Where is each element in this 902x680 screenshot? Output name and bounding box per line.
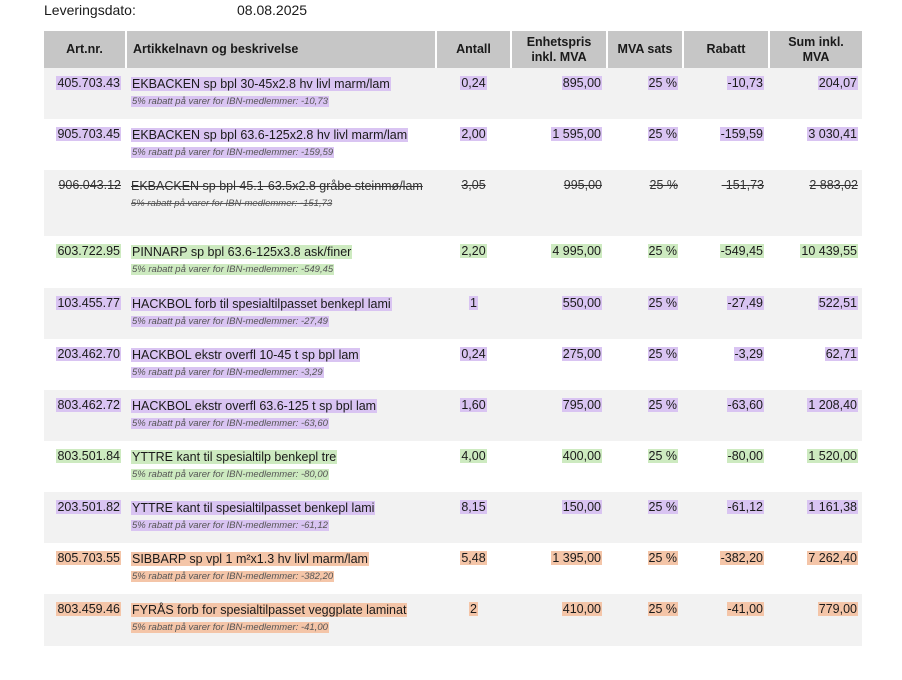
cell-art-nr-value: 203.462.70 bbox=[57, 347, 120, 361]
cell-vat-rate bbox=[607, 492, 683, 543]
cell-art-nr-value: 405.703.43 bbox=[57, 76, 120, 90]
cell-quantity bbox=[436, 594, 511, 646]
cell-art-nr bbox=[44, 594, 126, 646]
item-name: PINNARP sp bpl 63.6-125x3.8 ask/finer bbox=[132, 245, 352, 259]
table-header-row bbox=[44, 31, 862, 68]
cell-art-nr bbox=[44, 441, 126, 492]
cell-quantity bbox=[436, 236, 511, 288]
discount-note: 5% rabatt på varer for IBN-medlemmer: -3,29 bbox=[132, 367, 323, 378]
cell-description bbox=[126, 170, 436, 236]
cell-art-nr-value: 603.722.95 bbox=[57, 244, 120, 258]
discount-note: 5% rabatt på varer for IBN-medlemmer: -159,59 bbox=[132, 147, 334, 158]
cell-unit-price bbox=[511, 236, 607, 288]
cell-sum-value: 3 030,41 bbox=[808, 127, 857, 141]
item-name: FYRÅS forb for spesialtilpasset veggplate laminat bbox=[132, 603, 407, 617]
cell-discount bbox=[683, 441, 769, 492]
cell-quantity bbox=[436, 288, 511, 339]
cell-description bbox=[126, 68, 436, 119]
cell-discount bbox=[683, 339, 769, 390]
cell-art-nr bbox=[44, 236, 126, 288]
cell-discount bbox=[683, 170, 769, 236]
cell-unit-price-value: 995,00 bbox=[563, 178, 602, 192]
cell-vat-rate-value: 25 % bbox=[648, 127, 677, 141]
cell-art-nr bbox=[44, 390, 126, 441]
cell-quantity bbox=[436, 390, 511, 441]
cell-sum bbox=[769, 288, 862, 339]
cell-discount bbox=[683, 68, 769, 119]
cell-unit-price bbox=[511, 492, 607, 543]
cell-art-nr-value: 103.455.77 bbox=[57, 296, 120, 310]
cell-description bbox=[126, 390, 436, 441]
header-unit-price-line1: Enhetspris bbox=[526, 34, 592, 49]
cell-art-nr bbox=[44, 492, 126, 543]
header-article-name: Artikkelnavn og beskrivelse bbox=[126, 31, 436, 68]
table-row bbox=[44, 170, 862, 236]
cell-quantity-value: 2 bbox=[470, 602, 477, 616]
cell-vat-rate bbox=[607, 339, 683, 390]
cell-sum-value: 62,71 bbox=[825, 347, 857, 361]
discount-note: 5% rabatt på varer for IBN-medlemmer: -63,60 bbox=[132, 418, 328, 429]
cell-sum-value: 1 161,38 bbox=[808, 500, 857, 514]
cell-vat-rate bbox=[607, 390, 683, 441]
cell-art-nr-value: 803.462.72 bbox=[57, 398, 120, 412]
cell-unit-price-value: 550,00 bbox=[562, 296, 601, 310]
cell-unit-price bbox=[511, 543, 607, 594]
item-name: HACKBOL ekstr overfl 63.6-125 t sp bpl lam bbox=[132, 399, 377, 413]
item-name: YTTRE kant til spesialtilpasset benkepl lami bbox=[132, 501, 375, 515]
cell-vat-rate-value: 25 % bbox=[648, 398, 677, 412]
cell-vat-rate-value: 25 % bbox=[648, 244, 677, 258]
cell-unit-price bbox=[511, 288, 607, 339]
table-row bbox=[44, 68, 862, 119]
table-row bbox=[44, 543, 862, 594]
cell-vat-rate-value: 25 % bbox=[648, 296, 677, 310]
cell-sum bbox=[769, 119, 862, 170]
header-vat-rate: MVA sats bbox=[607, 31, 683, 68]
cell-discount bbox=[683, 390, 769, 441]
cell-unit-price-value: 400,00 bbox=[562, 449, 601, 463]
cell-sum bbox=[769, 390, 862, 441]
discount-note: 5% rabatt på varer for IBN-medlemmer: -80,00 bbox=[132, 469, 328, 480]
cell-discount-value: -61,12 bbox=[727, 500, 763, 514]
cell-quantity bbox=[436, 119, 511, 170]
cell-art-nr-value: 203.501.82 bbox=[57, 500, 120, 514]
cell-discount bbox=[683, 594, 769, 646]
cell-art-nr-value: 803.459.46 bbox=[57, 602, 120, 616]
cell-vat-rate bbox=[607, 68, 683, 119]
cell-unit-price-value: 1 595,00 bbox=[552, 127, 601, 141]
delivery-date-value: 08.08.2025 bbox=[237, 2, 308, 18]
cell-quantity-value: 1,60 bbox=[461, 398, 486, 412]
cell-art-nr-value: 803.501.84 bbox=[57, 449, 120, 463]
cell-unit-price-value: 275,00 bbox=[562, 347, 601, 361]
cell-discount-value: -159,59 bbox=[720, 127, 763, 141]
cell-sum-value: 204,07 bbox=[818, 76, 857, 90]
cell-sum-value: 1 520,00 bbox=[808, 449, 857, 463]
cell-sum bbox=[769, 236, 862, 288]
cell-discount-value: -3,29 bbox=[734, 347, 763, 361]
cell-description bbox=[126, 492, 436, 543]
cell-sum-value: 1 208,40 bbox=[808, 398, 857, 412]
header-discount: Rabatt bbox=[683, 31, 769, 68]
cell-sum-value: 10 439,55 bbox=[801, 244, 857, 258]
cell-quantity-value: 4,00 bbox=[461, 449, 486, 463]
cell-vat-rate bbox=[607, 288, 683, 339]
header-art-nr: Art.nr. bbox=[44, 31, 126, 68]
cell-art-nr bbox=[44, 339, 126, 390]
discount-note: 5% rabatt på varer for IBN-medlemmer: -549,45 bbox=[132, 264, 334, 275]
table-row bbox=[44, 339, 862, 390]
cell-quantity bbox=[436, 543, 511, 594]
cell-quantity bbox=[436, 170, 511, 236]
order-lines-table bbox=[44, 31, 862, 646]
cell-sum bbox=[769, 543, 862, 594]
header-unit-price-line2: inkl. MVA bbox=[531, 49, 587, 64]
cell-sum bbox=[769, 170, 862, 236]
cell-unit-price bbox=[511, 339, 607, 390]
cell-vat-rate bbox=[607, 441, 683, 492]
cell-art-nr bbox=[44, 288, 126, 339]
cell-quantity-value: 0,24 bbox=[461, 347, 486, 361]
cell-description bbox=[126, 236, 436, 288]
cell-art-nr bbox=[44, 543, 126, 594]
cell-vat-rate bbox=[607, 170, 683, 236]
cell-description bbox=[126, 119, 436, 170]
item-name: SIBBARP sp vpl 1 m²x1.3 hv livl marm/lam bbox=[132, 552, 368, 566]
header-unit-price bbox=[511, 31, 607, 68]
discount-note: 5% rabatt på varer for IBN-medlemmer: -27,49 bbox=[132, 316, 328, 327]
item-name: EKBACKEN sp bpl 45.1-63.5x2.8 gråbe steinmø/lam bbox=[131, 179, 423, 193]
cell-discount-value: -27,49 bbox=[727, 296, 763, 310]
table-row bbox=[44, 441, 862, 492]
cell-vat-rate bbox=[607, 543, 683, 594]
cell-description bbox=[126, 288, 436, 339]
cell-quantity-value: 5,48 bbox=[461, 551, 486, 565]
cell-discount-value: -63,60 bbox=[727, 398, 763, 412]
cell-quantity-value: 1 bbox=[470, 296, 477, 310]
cell-art-nr-value: 906.043.12 bbox=[58, 178, 121, 192]
cell-art-nr bbox=[44, 68, 126, 119]
cell-quantity-value: 2,00 bbox=[461, 127, 486, 141]
cell-sum bbox=[769, 339, 862, 390]
delivery-date-label: Leveringsdato: bbox=[44, 2, 136, 18]
cell-discount bbox=[683, 492, 769, 543]
cell-unit-price bbox=[511, 119, 607, 170]
cell-discount-value: -382,20 bbox=[720, 551, 763, 565]
table-row bbox=[44, 492, 862, 543]
cell-description bbox=[126, 594, 436, 646]
cell-discount bbox=[683, 119, 769, 170]
table-row bbox=[44, 390, 862, 441]
cell-description bbox=[126, 543, 436, 594]
cell-vat-rate-value: 25 % bbox=[649, 178, 678, 192]
discount-note: 5% rabatt på varer for IBN-medlemmer: -61,12 bbox=[132, 520, 328, 531]
cell-quantity bbox=[436, 339, 511, 390]
cell-discount-value: -549,45 bbox=[720, 244, 763, 258]
cell-description bbox=[126, 339, 436, 390]
cell-unit-price bbox=[511, 390, 607, 441]
cell-quantity-value: 8,15 bbox=[461, 500, 486, 514]
cell-sum-value: 522,51 bbox=[818, 296, 857, 310]
cell-unit-price bbox=[511, 594, 607, 646]
cell-sum bbox=[769, 594, 862, 646]
table-row bbox=[44, 236, 862, 288]
discount-note: 5% rabatt på varer for IBN-medlemmer: -151,73 bbox=[131, 198, 333, 209]
cell-unit-price-value: 1 395,00 bbox=[552, 551, 601, 565]
cell-discount bbox=[683, 543, 769, 594]
cell-unit-price-value: 895,00 bbox=[562, 76, 601, 90]
delivery-date-line bbox=[44, 2, 307, 18]
cell-vat-rate bbox=[607, 119, 683, 170]
cell-art-nr bbox=[44, 170, 126, 236]
cell-sum bbox=[769, 68, 862, 119]
cell-vat-rate bbox=[607, 236, 683, 288]
cell-vat-rate-value: 25 % bbox=[648, 500, 677, 514]
header-quantity: Antall bbox=[436, 31, 511, 68]
cell-quantity-value: 2,20 bbox=[461, 244, 486, 258]
cell-quantity bbox=[436, 68, 511, 119]
cell-vat-rate-value: 25 % bbox=[648, 551, 677, 565]
cell-sum-value: 779,00 bbox=[818, 602, 857, 616]
item-name: EKBACKEN sp bpl 30-45x2.8 hv livl marm/lam bbox=[132, 77, 390, 91]
cell-discount-value: -10,73 bbox=[727, 76, 763, 90]
cell-vat-rate-value: 25 % bbox=[648, 449, 677, 463]
discount-note: 5% rabatt på varer for IBN-medlemmer: -41,00 bbox=[132, 622, 328, 633]
cell-unit-price-value: 795,00 bbox=[562, 398, 601, 412]
cell-sum-value: 7 262,40 bbox=[808, 551, 857, 565]
table-row bbox=[44, 594, 862, 646]
cell-unit-price bbox=[511, 170, 607, 236]
cell-unit-price bbox=[511, 441, 607, 492]
table-row bbox=[44, 119, 862, 170]
discount-note: 5% rabatt på varer for IBN-medlemmer: -382,20 bbox=[132, 571, 334, 582]
item-name: EKBACKEN sp bpl 63.6-125x2.8 hv livl marm/lam bbox=[132, 128, 408, 142]
cell-art-nr-value: 905.703.45 bbox=[57, 127, 120, 141]
cell-description bbox=[126, 441, 436, 492]
item-name: HACKBOL ekstr overfl 10-45 t sp bpl lam bbox=[132, 348, 359, 362]
cell-quantity-value: 3,05 bbox=[461, 178, 486, 192]
cell-vat-rate-value: 25 % bbox=[648, 76, 677, 90]
cell-unit-price-value: 150,00 bbox=[562, 500, 601, 514]
cell-quantity-value: 0,24 bbox=[461, 76, 486, 90]
cell-unit-price-value: 410,00 bbox=[562, 602, 601, 616]
cell-quantity bbox=[436, 492, 511, 543]
cell-vat-rate bbox=[607, 594, 683, 646]
cell-vat-rate-value: 25 % bbox=[648, 602, 677, 616]
cell-art-nr bbox=[44, 119, 126, 170]
cell-quantity bbox=[436, 441, 511, 492]
cell-discount bbox=[683, 236, 769, 288]
table-row bbox=[44, 288, 862, 339]
discount-note: 5% rabatt på varer for IBN-medlemmer: -10,73 bbox=[132, 96, 328, 107]
cell-discount-value: -151,73 bbox=[721, 178, 764, 192]
cell-art-nr-value: 805.703.55 bbox=[57, 551, 120, 565]
cell-discount-value: -41,00 bbox=[727, 602, 763, 616]
cell-discount-value: -80,00 bbox=[727, 449, 763, 463]
item-name: HACKBOL forb til spesialtilpasset benkepl lami bbox=[132, 297, 391, 311]
cell-unit-price bbox=[511, 68, 607, 119]
cell-sum bbox=[769, 492, 862, 543]
cell-unit-price-value: 4 995,00 bbox=[552, 244, 601, 258]
cell-vat-rate-value: 25 % bbox=[648, 347, 677, 361]
cell-discount bbox=[683, 288, 769, 339]
cell-sum-value: 2 883,02 bbox=[809, 178, 858, 192]
header-sum: Sum inkl. MVA bbox=[769, 31, 862, 68]
item-name: YTTRE kant til spesialtilp benkepl tre bbox=[132, 450, 337, 464]
cell-sum bbox=[769, 441, 862, 492]
